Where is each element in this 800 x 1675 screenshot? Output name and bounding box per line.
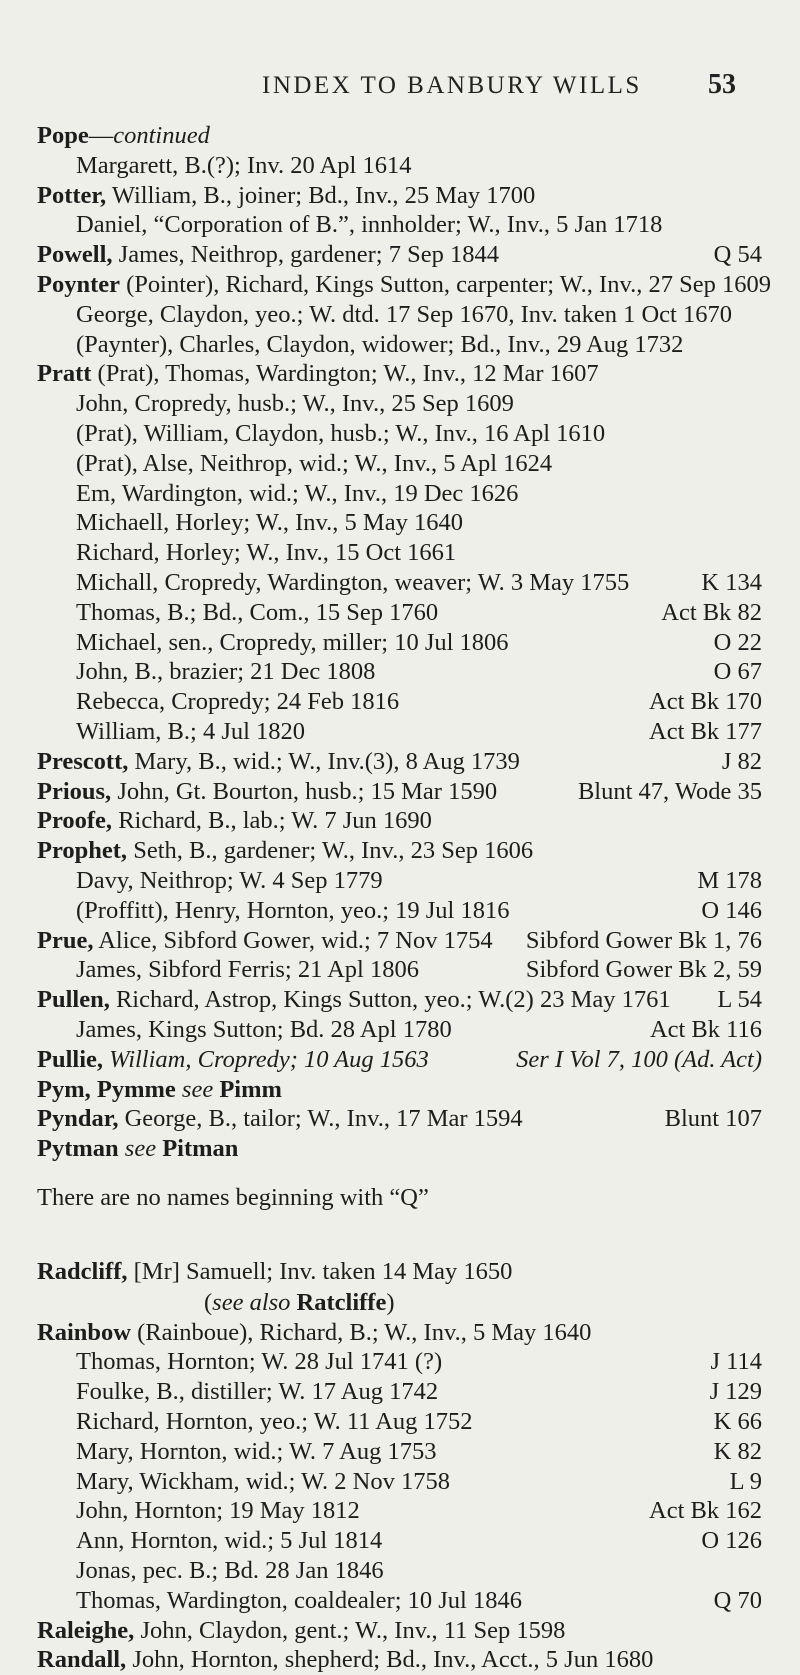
index-subentry [0, 151, 800, 181]
index-subentry [0, 657, 800, 687]
reference: Sibford Gower Bk 1, 76 [525, 926, 762, 954]
index-headword-entry [0, 1104, 800, 1134]
entry-text: James, Kings Sutton; Bd. 28 Apl 1780 [76, 1015, 452, 1043]
index-subentry [0, 687, 800, 717]
index-subentry [0, 1347, 800, 1377]
cross-reference-line [0, 1288, 800, 1318]
entry-text: John, Cropredy, husb.; W., Inv., 25 Sep 1609 [76, 390, 514, 418]
index-subentry [0, 419, 800, 449]
headword: Pym, [37, 1075, 91, 1103]
entry-text: Seth, B., gardener; W., Inv., 23 Sep 1606 [127, 837, 534, 865]
headword: Rainbow [37, 1318, 131, 1346]
reference: Q 70 [713, 1586, 762, 1614]
headword: Prescott, [37, 747, 129, 775]
continued-label: continued [113, 122, 210, 149]
index-headword-entry [0, 836, 800, 866]
entry-text: Margarett, B.(?); Inv. 20 Apl 1614 [76, 151, 412, 179]
index-subentry [0, 538, 800, 568]
entry-text: (Prat), William, Claydon, husb.; W., Inv., 16 Apl 1610 [76, 419, 606, 447]
index-headword-entry [0, 1075, 800, 1105]
entry-text: William, B.; 4 Jul 1820 [76, 717, 306, 745]
headword: Randall, [37, 1646, 127, 1674]
reference: O 126 [701, 1527, 762, 1555]
index-headword-entry [0, 181, 800, 211]
reference: J 114 [710, 1348, 762, 1376]
entry-text: William, B., joiner; Bd., Inv., 25 May 1700 [106, 181, 536, 209]
entry-text: — [88, 122, 114, 149]
entry-text: William, Cropredy; 10 Aug 1563 [103, 1045, 429, 1073]
headword: Prophet, [37, 837, 128, 865]
headword: Prious, [37, 777, 112, 805]
index-headword-entry [0, 121, 800, 151]
see-label: see [181, 1075, 214, 1103]
entry-text: James, Neithrop, gardener; 7 Sep 1844 [112, 241, 499, 269]
entry-text: Michall, Cropredy, Wardington, weaver; W. 3 May 1755 [76, 568, 630, 596]
entry-text: John, Gt. Bourton, husb.; 15 Mar 1590 [111, 777, 498, 805]
headword: Pytman [37, 1135, 119, 1163]
entry-text: John, Hornton; 19 May 1812 [76, 1497, 360, 1525]
headword: Pyndar, [37, 1105, 119, 1133]
index-subentry [0, 1407, 800, 1437]
reference: Act Bk 177 [649, 717, 762, 745]
headword: Pullie, [37, 1045, 104, 1073]
index-subentry [0, 866, 800, 896]
reference: J 129 [709, 1378, 762, 1406]
index-subentry [0, 1586, 800, 1616]
reference: O 146 [701, 896, 762, 924]
reference: O 22 [713, 628, 762, 656]
index-entries [0, 121, 800, 1675]
running-head [0, 69, 800, 108]
index-subentry [0, 896, 800, 926]
entry-text: James, Sibford Ferris; 21 Apl 1806 [76, 956, 419, 984]
index-subentry [0, 955, 800, 985]
entry-text: John, B., brazier; 21 Dec 1808 [76, 658, 376, 686]
headword: Proofe, [37, 807, 113, 835]
entry-text: Richard, Astrop, Kings Sutton, yeo.; W.(2) 23 May 1761 [109, 986, 671, 1014]
headword: Poynter [37, 270, 120, 298]
index-headword-entry [0, 1045, 800, 1075]
entry-text: Thomas, Hornton; W. 28 Jul 1741 (?) [76, 1348, 443, 1376]
entry-text: Mary, B., wid.; W., Inv.(3), 8 Aug 1739 [128, 747, 520, 775]
index-headword-entry [0, 777, 800, 807]
index-subentry [0, 1015, 800, 1045]
entry-text: Foulke, B., distiller; W. 17 Aug 1742 [76, 1378, 439, 1406]
reference: Q 54 [713, 241, 762, 269]
reference: Sibford Gower Bk 2, 59 [525, 956, 762, 984]
entry-text: Alice, Sibford Gower, wid.; 7 Nov 1754 [93, 926, 493, 954]
index-headword-entry [0, 747, 800, 777]
index-subentry [0, 508, 800, 538]
headword: Pope [37, 122, 89, 149]
reference: Act Bk 116 [649, 1015, 762, 1043]
entry-text: John, Hornton, shepherd; Bd., Inv., Acct., 5 Jun 1680 [126, 1646, 654, 1674]
index-subentry [0, 1526, 800, 1556]
paren: ) [386, 1288, 395, 1316]
cross-reference-target: Ratcliffe [296, 1288, 387, 1316]
running-title: INDEX TO BANBURY WILLS [262, 72, 642, 99]
headword: Prue, [37, 926, 94, 954]
entry-text: Rebecca, Cropredy; 24 Feb 1816 [76, 688, 400, 716]
entry-text: (Pointer), Richard, Kings Sutton, carpenter; W., Inv., 27 Sep 1609 [120, 270, 771, 298]
headword: Potter, [37, 181, 107, 209]
paren: ( [204, 1288, 213, 1316]
reference: O 67 [713, 658, 762, 686]
index-headword-entry [0, 985, 800, 1015]
reference: L 54 [717, 986, 762, 1014]
entry-text: (Prat), Thomas, Wardington; W., Inv., 12 Mar 1607 [91, 360, 599, 388]
reference: K 82 [713, 1437, 762, 1465]
entry-text: George, B., tailor; W., Inv., 17 Mar 1594 [118, 1105, 523, 1133]
entry-text: Thomas, Wardington, coaldealer; 10 Jul 1846 [76, 1586, 522, 1614]
index-subentry [0, 1467, 800, 1497]
reference: L 9 [729, 1467, 762, 1495]
reference: Act Bk 82 [661, 598, 762, 626]
cross-reference-target: Pitman [162, 1135, 239, 1163]
entry-text: [Mr] Samuell; Inv. taken 14 May 1650 [127, 1257, 513, 1285]
entry-text: Richard, Horley; W., Inv., 15 Oct 1661 [76, 539, 457, 567]
entry-text: Mary, Wickham, wid.; W. 2 Nov 1758 [76, 1467, 450, 1495]
headword: Radcliff, [37, 1257, 128, 1285]
reference: Blunt 107 [664, 1105, 762, 1133]
headword: Pratt [37, 360, 92, 388]
index-headword-entry [0, 1134, 800, 1164]
note-text: There are no names beginning with “Q” [37, 1183, 429, 1211]
index-headword-entry [0, 270, 800, 300]
entry-text: George, Claydon, yeo.; W. dtd. 17 Sep 1670, Inv. taken 1 Oct 1670 [76, 300, 732, 328]
see-label: see [124, 1135, 157, 1163]
index-subentry [0, 389, 800, 419]
reference: Ser I Vol 7, 100 (Ad. Act) [516, 1045, 762, 1073]
entry-text: Daniel, “Corporation of B.”, innholder; W., Inv., 5 Jan 1718 [76, 211, 663, 239]
index-subentry [0, 717, 800, 747]
index-headword-entry [0, 240, 800, 270]
index-headword-entry [0, 1616, 800, 1646]
index-headword-entry [0, 806, 800, 836]
cross-reference-target: Pimm [219, 1075, 282, 1103]
entry-text: Ann, Hornton, wid.; 5 Jul 1814 [76, 1527, 383, 1555]
entry-text: (Prat), Alse, Neithrop, wid.; W., Inv., 5 Apl 1624 [76, 449, 553, 477]
reference: Act Bk 170 [649, 688, 762, 716]
entry-text: John, Claydon, gent.; W., Inv., 11 Sep 1598 [134, 1616, 566, 1644]
headword-variant: Pymme [96, 1075, 176, 1103]
index-subentry [0, 628, 800, 658]
entry-text: (Paynter), Charles, Claydon, widower; Bd., Inv., 29 Aug 1732 [76, 330, 684, 358]
page-number: 53 [708, 69, 736, 100]
entry-text: Em, Wardington, wid.; W., Inv., 19 Dec 1626 [76, 479, 519, 507]
entry-text: (Proffitt), Henry, Hornton, yeo.; 19 Jul 1816 [76, 896, 510, 924]
headword: Raleighe, [37, 1616, 135, 1644]
reference: Act Bk 162 [649, 1497, 762, 1525]
index-headword-entry [0, 1318, 800, 1348]
headword: Powell, [37, 241, 113, 269]
index-note [0, 1164, 800, 1232]
index-headword-entry [0, 1645, 800, 1675]
index-headword-entry [0, 926, 800, 956]
reference: Blunt 47, Wode 35 [577, 777, 762, 805]
index-subentry [0, 300, 800, 330]
entry-text: Richard, B., lab.; W. 7 Jun 1690 [112, 807, 432, 835]
entry-text: Michaell, Horley; W., Inv., 5 May 1640 [76, 509, 463, 537]
index-subentry [0, 568, 800, 598]
index-subentry [0, 1556, 800, 1586]
entry-text: Davy, Neithrop; W. 4 Sep 1779 [76, 866, 383, 894]
index-subentry [0, 1437, 800, 1467]
headword: Pullen, [37, 986, 110, 1014]
index-headword-entry [0, 359, 800, 389]
see-also-label: see also [212, 1288, 291, 1316]
entry-text: Jonas, pec. B.; Bd. 28 Jan 1846 [76, 1557, 384, 1585]
index-subentry [0, 330, 800, 360]
index-headword-entry [0, 1232, 800, 1288]
index-subentry [0, 1377, 800, 1407]
index-subentry [0, 1496, 800, 1526]
index-subentry [0, 479, 800, 509]
entry-text: (Rainboue), Richard, B.; W., Inv., 5 May 1640 [130, 1318, 592, 1346]
entry-text: Thomas, B.; Bd., Com., 15 Sep 1760 [76, 598, 439, 626]
index-subentry [0, 449, 800, 479]
reference: K 134 [701, 568, 762, 596]
index-subentry [0, 210, 800, 240]
reference: K 66 [713, 1408, 762, 1436]
entry-text: Michael, sen., Cropredy, miller; 10 Jul 1806 [76, 628, 509, 656]
reference: M 178 [697, 866, 762, 894]
entry-text: Richard, Hornton, yeo.; W. 11 Aug 1752 [76, 1408, 473, 1436]
entry-text: Mary, Hornton, wid.; W. 7 Aug 1753 [76, 1437, 437, 1465]
reference: J 82 [721, 747, 762, 775]
index-subentry [0, 598, 800, 628]
